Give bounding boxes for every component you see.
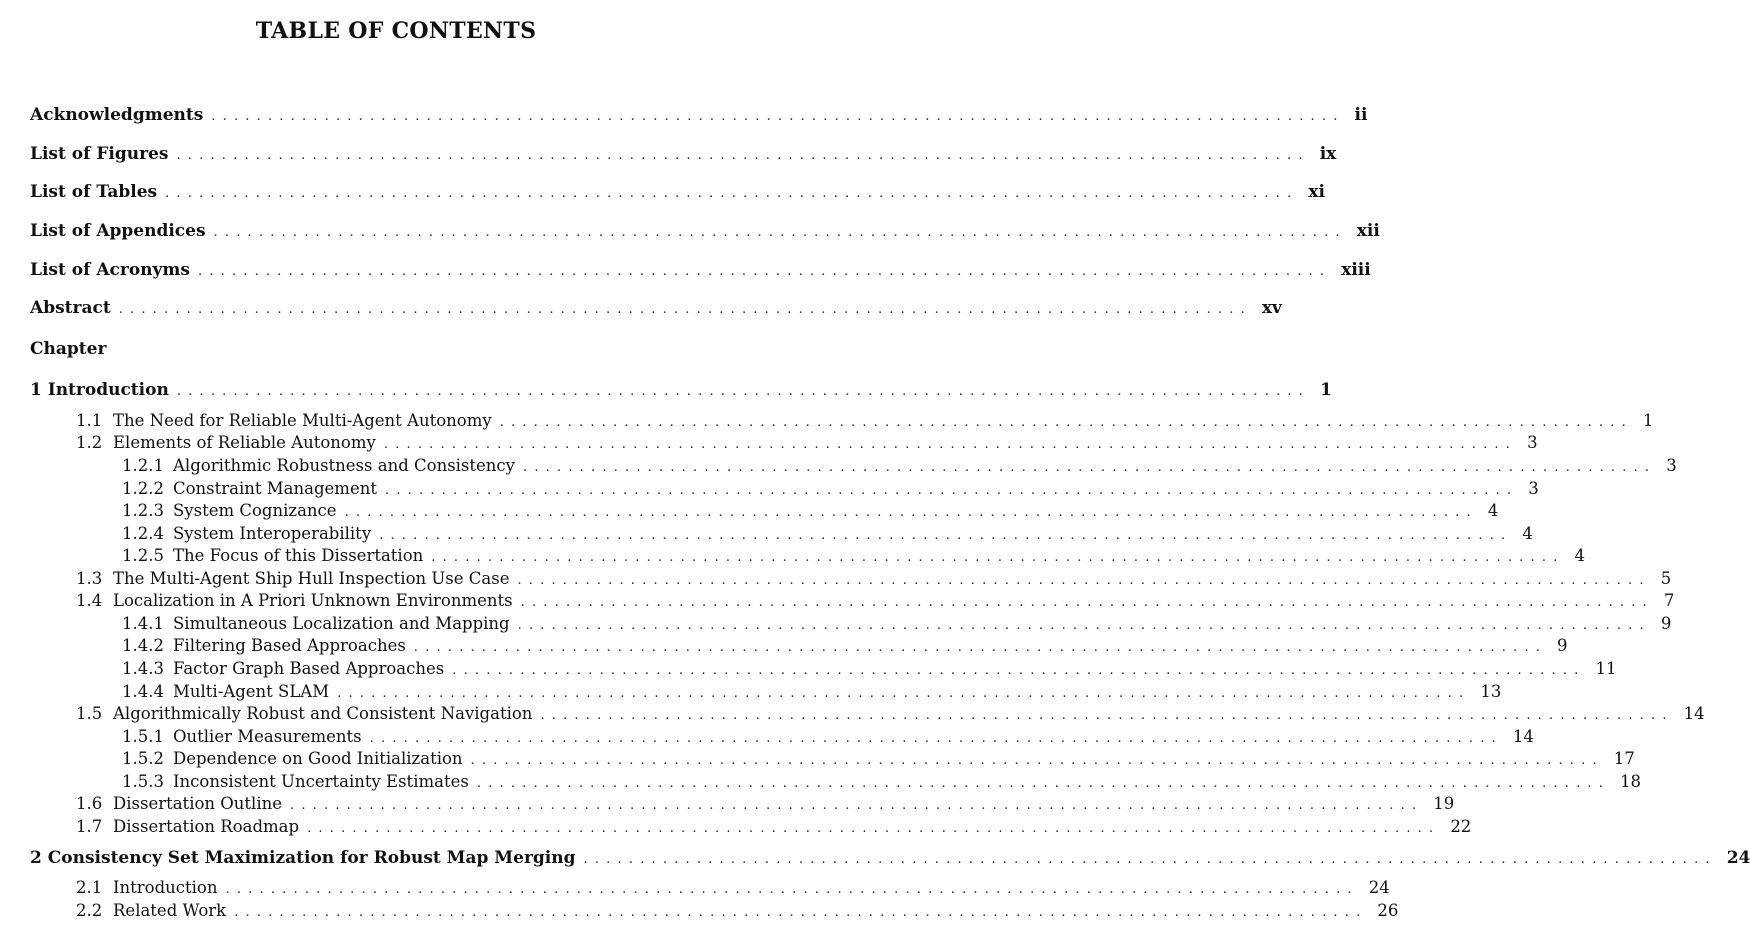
- entry-number: 1.2: [76, 433, 103, 452]
- entry-label: Simultaneous Localization and Mapping: [173, 614, 510, 633]
- toc-entry-1-5[interactable]: [76, 703, 1705, 727]
- dot-leader: ....................................................................................................: [197, 264, 1332, 279]
- dot-leader: ....................................................................................................: [225, 882, 1359, 897]
- toc-entry-2-2[interactable]: [76, 900, 1399, 924]
- dot-leader: ....................................................................................................: [307, 821, 1441, 836]
- entry-label: System Cognizance: [173, 501, 337, 520]
- entry-label: List of Appendices: [30, 221, 206, 241]
- dot-leader: ....................................................................................................: [431, 550, 1565, 565]
- toc-entry-1-1[interactable]: [76, 410, 1654, 434]
- entry-label: Algorithmic Robustness and Consistency: [173, 456, 515, 475]
- dot-leader: ....................................................................................................: [583, 852, 1717, 867]
- entry-page: 9: [1557, 636, 1568, 655]
- entry-label: System Interoperability: [173, 524, 372, 543]
- dot-leader: ....................................................................................................: [517, 618, 1651, 633]
- entry-label: The Focus of this Dissertation: [173, 546, 424, 565]
- entry-label: Abstract: [30, 298, 111, 318]
- toc-entry-1-5-1[interactable]: [122, 726, 1534, 750]
- entry-label: Inconsistent Uncertainty Estimates: [173, 772, 469, 791]
- entry-page: 24: [1368, 878, 1390, 897]
- dot-leader: ....................................................................................................: [384, 483, 1519, 498]
- entry-label: List of Acronyms: [30, 260, 190, 280]
- toc-entry-chapter-1[interactable]: [30, 379, 1332, 403]
- entry-label: Constraint Management: [173, 479, 377, 498]
- entry-page: 14: [1683, 704, 1705, 723]
- toc-entry-acknowledgments[interactable]: [30, 104, 1368, 128]
- entry-number: 1.5.2: [122, 749, 164, 768]
- entry-number: 1.7: [76, 817, 103, 836]
- dot-leader: ....................................................................................................: [517, 573, 1651, 588]
- entry-page: 26: [1377, 901, 1399, 920]
- entry-page: 22: [1450, 817, 1472, 836]
- dot-leader: ....................................................................................................: [383, 437, 1518, 452]
- entry-label: Outlier Measurements: [173, 727, 362, 746]
- toc-entry-abstract[interactable]: [30, 297, 1282, 321]
- dot-leader: ....................................................................................................: [344, 505, 1478, 520]
- entry-number: 1.2.4: [122, 524, 164, 543]
- entry-label: Dissertation Outline: [113, 794, 283, 813]
- dot-leader: ....................................................................................................: [476, 776, 1611, 791]
- entry-number: 1.2.2: [122, 479, 164, 498]
- dot-leader: ....................................................................................................: [452, 663, 1586, 678]
- toc-entry-1-4-1[interactable]: [122, 613, 1672, 637]
- toc-entry-1-5-3[interactable]: [122, 771, 1642, 795]
- entry-label: 1 Introduction: [30, 380, 169, 400]
- entry-page: 4: [1487, 501, 1499, 520]
- entry-page: 24: [1726, 848, 1750, 868]
- entry-number: 1.5.3: [122, 772, 164, 791]
- dot-leader: ....................................................................................................: [523, 460, 1657, 475]
- dot-leader: ....................................................................................................: [213, 225, 1347, 240]
- entry-label: Filtering Based Approaches: [173, 636, 406, 655]
- entry-page: xiii: [1341, 260, 1371, 280]
- dot-leader: ....................................................................................................: [337, 686, 1471, 701]
- dot-leader: ....................................................................................................: [379, 528, 1513, 543]
- dot-leader: ....................................................................................................: [118, 302, 1252, 317]
- dot-leader: ....................................................................................................: [234, 905, 1368, 920]
- toc-entry-1-4[interactable]: [76, 590, 1675, 614]
- dot-leader: ....................................................................................................: [369, 731, 1503, 746]
- dot-leader: ....................................................................................................: [470, 753, 1604, 768]
- toc-entry-1-4-2[interactable]: [122, 635, 1568, 659]
- entry-label: The Multi-Agent Ship Hull Inspection Use Case: [113, 569, 510, 588]
- page-title: TABLE OF CONTENTS: [255, 18, 537, 44]
- dot-leader: ....................................................................................................: [520, 595, 1654, 610]
- dot-leader: ....................................................................................................: [176, 148, 1310, 163]
- toc-entry-1-4-3[interactable]: [122, 658, 1617, 682]
- entry-number: 1.2.5: [122, 546, 164, 565]
- entry-number: 1.2.1: [122, 456, 164, 475]
- entry-label: Algorithmically Robust and Consistent Navigation: [113, 704, 533, 723]
- entry-page: 11: [1595, 659, 1617, 678]
- entry-number: 1.5: [76, 704, 103, 723]
- entry-number: 1.4.4: [122, 682, 164, 701]
- entry-label: The Need for Reliable Multi-Agent Autonomy: [113, 411, 492, 430]
- dot-leader: ....................................................................................................: [499, 415, 1633, 430]
- entry-page: 3: [1528, 479, 1539, 498]
- entry-page: ix: [1319, 144, 1337, 164]
- entry-number: 2.2: [76, 901, 103, 920]
- entry-page: 3: [1527, 433, 1538, 452]
- entry-label: Dissertation Roadmap: [113, 817, 300, 836]
- entry-number: 1.3: [76, 569, 103, 588]
- dot-leader: ....................................................................................................: [413, 640, 1548, 655]
- toc-entry-1-5-2[interactable]: [122, 748, 1635, 772]
- entry-number: 1.5.1: [122, 727, 164, 746]
- toc-entry-1-6[interactable]: [76, 793, 1455, 817]
- entry-label: Acknowledgments: [30, 105, 204, 125]
- entry-label: Multi-Agent SLAM: [173, 682, 330, 701]
- entry-label: Localization in A Priori Unknown Environments: [113, 591, 513, 610]
- entry-number: 1.4.1: [122, 614, 164, 633]
- entry-number: 1.4: [76, 591, 103, 610]
- entry-page: 19: [1433, 794, 1455, 813]
- toc-entry-1-2-3[interactable]: [122, 500, 1499, 524]
- dot-leader: ....................................................................................................: [290, 798, 1424, 813]
- toc-entry-list-of-figures[interactable]: [30, 143, 1337, 167]
- entry-page: 7: [1663, 591, 1675, 610]
- toc-entry-2-1[interactable]: [76, 877, 1390, 901]
- entry-page: xi: [1308, 182, 1325, 202]
- entry-number: 2.1: [76, 878, 103, 897]
- entry-label: 2 Consistency Set Maximization for Robust Map Merging: [30, 848, 576, 868]
- dot-leader: ....................................................................................................: [540, 708, 1674, 723]
- entry-page: 5: [1660, 569, 1672, 588]
- entry-number: 1.2.3: [122, 501, 164, 520]
- toc-entry-1-2[interactable]: [76, 432, 1538, 456]
- entry-number: 1.4.3: [122, 659, 164, 678]
- entry-label: Elements of Reliable Autonomy: [113, 433, 376, 452]
- entry-page: 1: [1320, 380, 1332, 400]
- toc-entry-list-of-acronyms[interactable]: [30, 259, 1371, 283]
- dot-leader: ....................................................................................................: [211, 109, 1345, 124]
- entry-number: 1.6: [76, 794, 103, 813]
- entry-label: List of Figures: [30, 144, 169, 164]
- entry-page: 4: [1574, 546, 1585, 565]
- entry-page: ii: [1354, 105, 1368, 125]
- entry-label: Related Work: [113, 901, 227, 920]
- toc-entry-list-of-appendices[interactable]: [30, 220, 1380, 244]
- dot-leader: ....................................................................................................: [165, 186, 1299, 201]
- entry-label: Dependence on Good Initialization: [173, 749, 463, 768]
- toc-entry-1-4-4[interactable]: [122, 681, 1502, 705]
- chapter-heading: Chapter: [30, 339, 107, 359]
- entry-page: 14: [1512, 727, 1534, 746]
- entry-page: 18: [1620, 772, 1642, 791]
- toc-entry-chapter-2[interactable]: [30, 847, 1750, 871]
- entry-label: Introduction: [113, 878, 218, 897]
- entry-page: 13: [1480, 682, 1502, 701]
- toc-entry-list-of-tables[interactable]: [30, 181, 1325, 205]
- toc-entry-1-2-5[interactable]: [122, 545, 1585, 569]
- entry-page: 3: [1666, 456, 1677, 475]
- toc-entry-1-2-4[interactable]: [122, 523, 1533, 547]
- entry-label: Factor Graph Based Approaches: [173, 659, 445, 678]
- entry-page: 17: [1613, 749, 1635, 768]
- entry-page: xv: [1261, 298, 1282, 318]
- entry-number: 1.1: [76, 411, 103, 430]
- entry-label: List of Tables: [30, 182, 158, 202]
- dot-leader: ....................................................................................................: [176, 384, 1311, 399]
- toc-entry-1-2-2[interactable]: [122, 478, 1539, 502]
- toc-entry-1-2-1[interactable]: [122, 455, 1677, 479]
- entry-page: xii: [1356, 221, 1380, 241]
- entry-page: 4: [1522, 524, 1533, 543]
- entry-number: 1.4.2: [122, 636, 164, 655]
- toc-entry-1-7[interactable]: [76, 816, 1472, 840]
- entry-page: 9: [1660, 614, 1672, 633]
- entry-page: 1: [1642, 411, 1654, 430]
- toc-entry-1-3[interactable]: [76, 568, 1672, 592]
